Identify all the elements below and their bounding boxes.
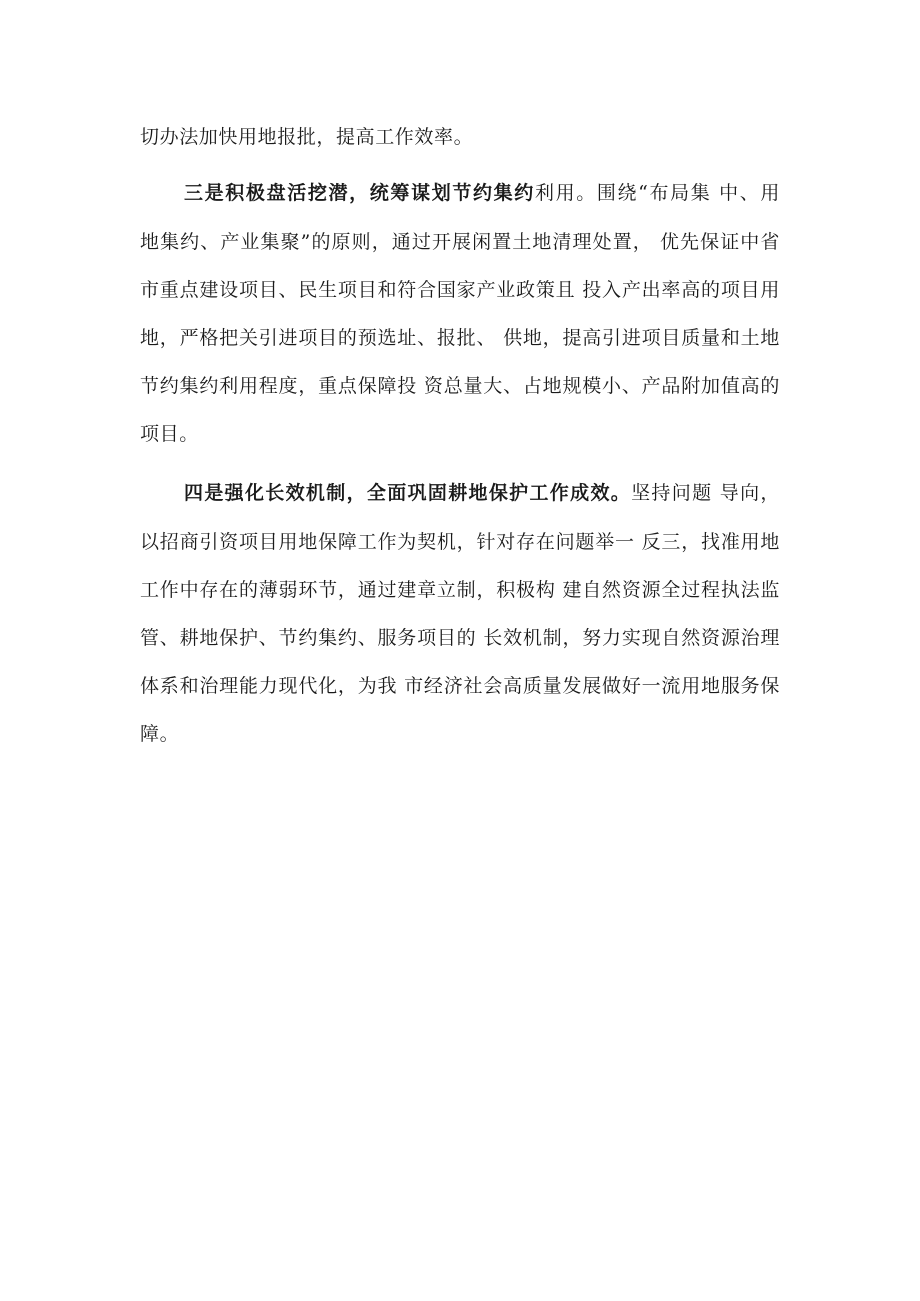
- paragraph-2-heading: 三是积极盘活挖潜，统筹谋划节约集约: [184, 182, 535, 204]
- paragraph-1-line-1: [140, 125, 780, 149]
- paragraph-3-line-2: 以招商引资项目用地保障工作为契机，针对存在问题举一 反三，找准用地: [140, 531, 780, 553]
- paragraph-2-line-4: 地，严格把关引进项目的预选址、报批、 供地，提高引进项目质量和土地: [140, 327, 780, 349]
- paragraph-2-line-2: 地集约、产业集聚”的原则，通过开展闲置土地清理处置， 优先保证中省: [140, 231, 780, 253]
- paragraph-3-line-1: [184, 481, 780, 505]
- paragraph-3-line-6: 障。: [140, 723, 180, 745]
- paragraph-3-line-4: 管、耕地保护、节约集约、服务项目的 长效机制，努力实现自然资源治理: [140, 627, 780, 649]
- paragraph-2-line-1-text: 利用。围绕“布局集 中、用: [534, 182, 781, 204]
- paragraph-2-line-3: 市重点建设项目、民生项目和符合国家产业政策且 投入产出率高的项目用: [140, 279, 780, 301]
- paragraph-2-line-5: 节约集约利用程度，重点保障投 资总量大、占地规模小、产品附加值高的: [140, 375, 780, 397]
- paragraph-3-heading: 四是强化长效机制，全面巩固耕地保护工作成效。: [184, 482, 632, 504]
- paragraph-3-line-1-text: 坚持问题 导向，: [631, 482, 781, 504]
- paragraph-3-line-5: 体系和治理能力现代化，为我 市经济社会高质量发展做好一流用地服务保: [140, 675, 780, 697]
- paragraph-1-text: 切办法加快用地报批，提高工作效率。: [140, 126, 474, 148]
- paragraph-2-line-6: 项目。: [140, 423, 199, 445]
- paragraph-2-line-1: [184, 181, 780, 205]
- paragraph-3-line-3: 工作中存在的薄弱环节，通过建章立制，积极构 建自然资源全过程执法监: [140, 579, 780, 601]
